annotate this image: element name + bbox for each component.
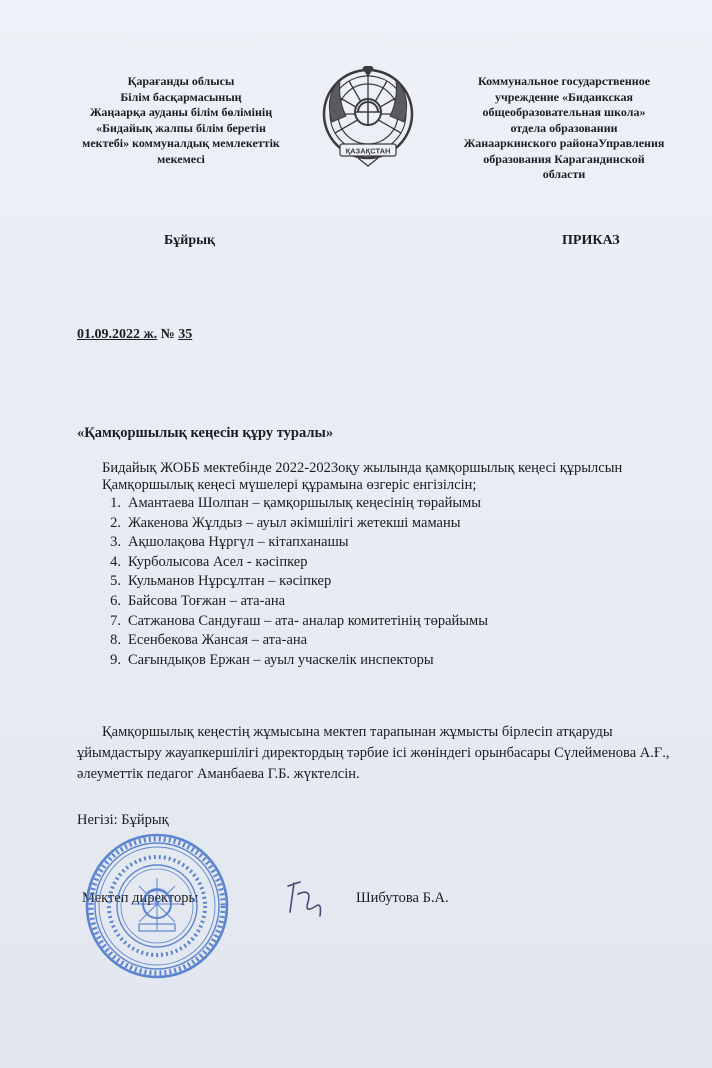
list-item-number: 5. bbox=[110, 573, 121, 590]
list-item-number: 1. bbox=[110, 495, 121, 511]
list-item-text: Ақшолақова Нұргүл – кітапханашы bbox=[128, 534, 349, 551]
header-right-line: общеобразовательная школа» bbox=[482, 105, 646, 119]
list-item bbox=[110, 553, 683, 573]
header-left-line: Жаңаарқа ауданы білім бөлімінің bbox=[89, 105, 273, 119]
handwritten-signature-icon bbox=[282, 876, 328, 920]
paragraph-composition-change: Қамқоршылық кеңесі мүшелері құрамына өзгеріс енгізілсін; bbox=[102, 477, 477, 493]
members-list bbox=[77, 494, 683, 670]
order-date: 01.09.2022 ж. bbox=[77, 327, 158, 342]
list-item-number: 3. bbox=[110, 534, 121, 551]
list-item-text: Сағындықов Ержан – ауыл учаскелік инспекторы bbox=[128, 651, 434, 668]
list-item-number: 6. bbox=[110, 592, 121, 609]
list-item-number: 2. bbox=[110, 514, 121, 531]
director-label: Мектеп директоры bbox=[82, 890, 199, 906]
order-subject: «Қамқоршылық кеңесін құру туралы» bbox=[77, 425, 334, 441]
header-left-line: мекемесі bbox=[157, 151, 205, 166]
round-seal-stamp-icon bbox=[84, 832, 230, 980]
header-left-line: Қарағанды облысы bbox=[127, 74, 235, 88]
list-item bbox=[110, 612, 683, 632]
list-item-text: Амантаева Шолпан – қамқоршылық кеңесінің төрайымы bbox=[128, 495, 481, 511]
list-item-text: Курболысова Асел - кәсіпкер bbox=[128, 553, 308, 570]
header-right-line: отдела образовании bbox=[510, 120, 618, 135]
list-item bbox=[110, 494, 683, 514]
order-number: 35 bbox=[178, 327, 193, 342]
list-item-text: Есенбекова Жансая – ата-ана bbox=[128, 632, 308, 649]
date-number-line bbox=[77, 327, 192, 343]
header-right-line: образования Карагандинской bbox=[483, 151, 645, 166]
list-item-text: Байсова Тоғжан – ата-ана bbox=[128, 592, 286, 609]
director-name: Шибутова Б.А. bbox=[356, 890, 449, 906]
header-left-line: мектебі» коммуналдық мемлекеттік bbox=[82, 136, 280, 150]
list-item-text: Кульманов Нұрсұлтан – кәсіпкер bbox=[128, 573, 332, 590]
header-left-line: «Бидайық жалпы білім беретін bbox=[96, 120, 266, 135]
header-right-russian bbox=[438, 74, 690, 183]
list-item bbox=[110, 514, 683, 534]
list-item bbox=[110, 592, 683, 612]
list-item bbox=[110, 572, 683, 592]
header-left-kazakh bbox=[60, 74, 302, 167]
list-item-number: 8. bbox=[110, 632, 121, 649]
list-item-text: Сатжанова Сандуғаш – ата- аналар комитетінің төрайымы bbox=[128, 612, 488, 629]
order-body bbox=[77, 460, 683, 670]
document-type-russian: ПРИКАЗ bbox=[562, 233, 620, 248]
paragraph-establish-council: Бидайық ЖОББ мектебінде 2022-2023оқу жылында қамқоршылық кеңесі құрылсын bbox=[102, 460, 623, 476]
list-item-number: 7. bbox=[110, 612, 121, 629]
header-right-line: Жанааркинского районаУправления bbox=[463, 136, 665, 150]
emblem-banner-text: ҚАЗАҚСТАН bbox=[345, 146, 391, 156]
header-left-line: Білім басқармасының bbox=[120, 89, 242, 104]
paragraph-responsibility: Қамқоршылық кеңестің жұмысына мектеп тарапынан жұмысты бірлесіп атқаруды ұйымдастыру жауапкершілігі директордың тәрбие ісі жөніндегі орынбасары Сүлейменова А.Ғ., әлеуметтік педагог Аманбаева Г.Б. жүктелсін. bbox=[77, 724, 670, 782]
number-label: № bbox=[160, 327, 175, 342]
header-right-line: учреждение «Бидаикская bbox=[494, 89, 634, 104]
basis-line: Негізі: Бұйрық bbox=[77, 812, 169, 828]
list-item-text: Жакенова Жұлдыз – ауыл әкімшілігі жетекші маманы bbox=[128, 514, 461, 531]
header-right-line: области bbox=[542, 167, 586, 181]
header-right-line: Коммунальное государственное bbox=[477, 74, 651, 88]
list-item bbox=[110, 631, 683, 651]
list-item bbox=[110, 651, 683, 671]
document-type-kazakh: Бұйрық bbox=[164, 233, 216, 248]
list-item bbox=[110, 533, 683, 553]
list-item-number: 9. bbox=[110, 651, 121, 668]
list-item-number: 4. bbox=[110, 553, 121, 570]
state-emblem-icon bbox=[318, 66, 418, 170]
